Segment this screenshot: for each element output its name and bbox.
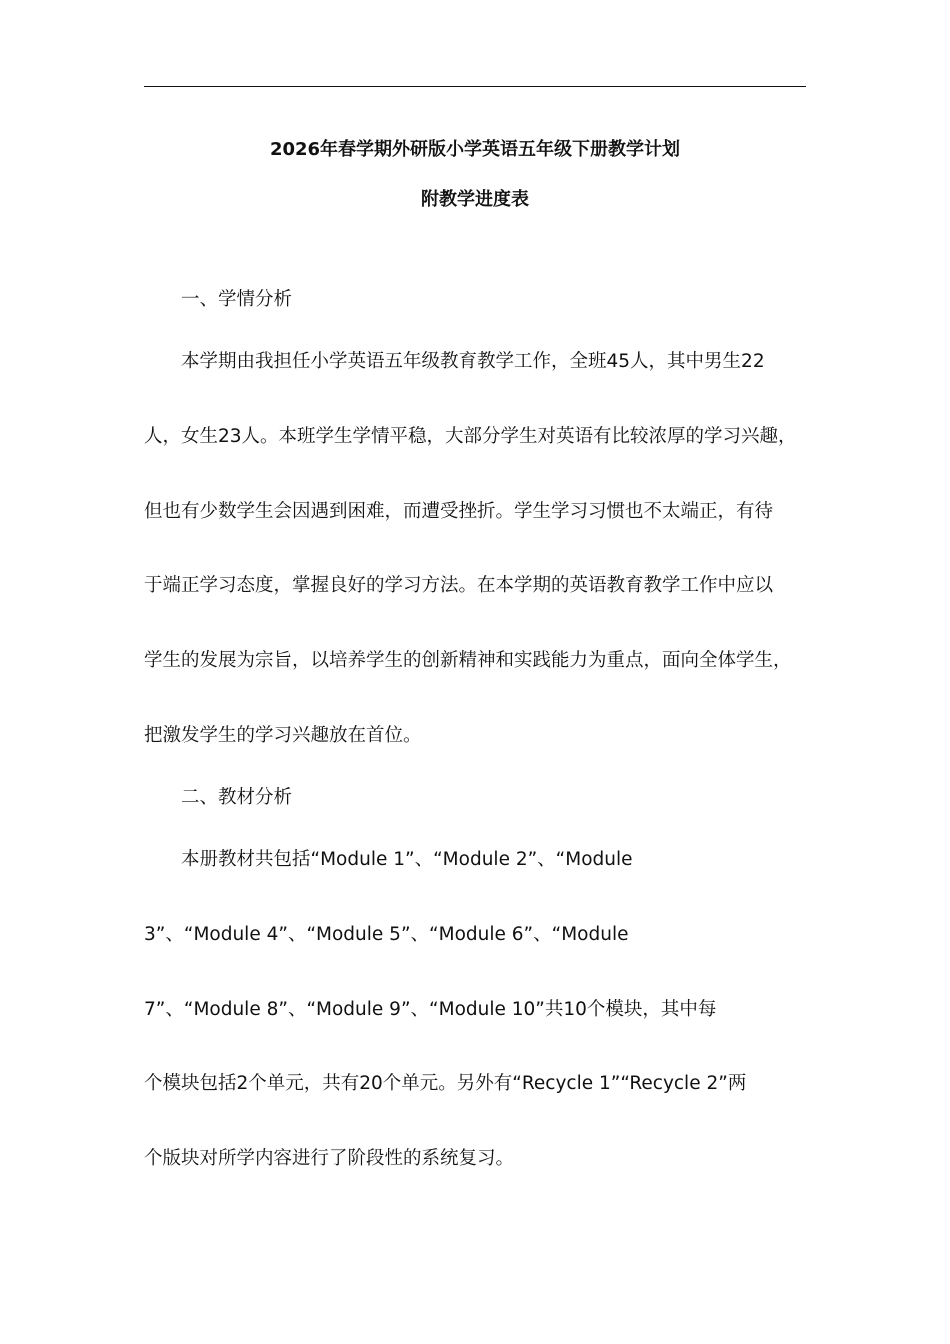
- document-subtitle: 附教学进度表: [421, 189, 529, 210]
- paragraph-line: 本册教材共包括“Module 1”、“Module 2”、“Module: [181, 849, 633, 870]
- paragraph-line: 本学期由我担任小学英语五年级教育教学工作，全班45人，其中男生22: [181, 351, 765, 372]
- paragraph-line: 但也有少数学生会因遇到困难，而遭受挫折。学生学习习惯也不太端正，有待: [144, 501, 774, 522]
- paragraph-line: 7”、“Module 8”、“Module 9”、“Module 10”共10个模块，其中每: [144, 999, 717, 1020]
- paragraph-line: 于端正学习态度，掌握良好的学习方法。在本学期的英语教育教学工作中应以: [144, 575, 774, 596]
- section-heading-textbook-analysis: 二、教材分析: [181, 787, 293, 808]
- header-rule: [144, 86, 806, 87]
- paragraph-line: 人，女生23人。本班学生学情平稳，大部分学生对英语有比较浓厚的学习兴趣，: [144, 426, 797, 447]
- paragraph-line: 3”、“Module 4”、“Module 5”、“Module 6”、“Module: [144, 924, 629, 945]
- paragraph-line: 个版块对所学内容进行了阶段性的系统复习。: [144, 1148, 515, 1169]
- paragraph-line: 把激发学生的学习兴趣放在首位。: [144, 725, 422, 746]
- document-title: 2026年春学期外研版小学英语五年级下册教学计划: [269, 139, 681, 160]
- paragraph-line: 个模块包括2个单元，共有20个单元。另外有“Recycle 1”“Recycle 2”两: [144, 1073, 747, 1094]
- section-heading-student-analysis: 一、学情分析: [181, 289, 293, 310]
- paragraph-line: 学生的发展为宗旨，以培养学生的创新精神和实践能力为重点，面向全体学生，: [144, 650, 792, 671]
